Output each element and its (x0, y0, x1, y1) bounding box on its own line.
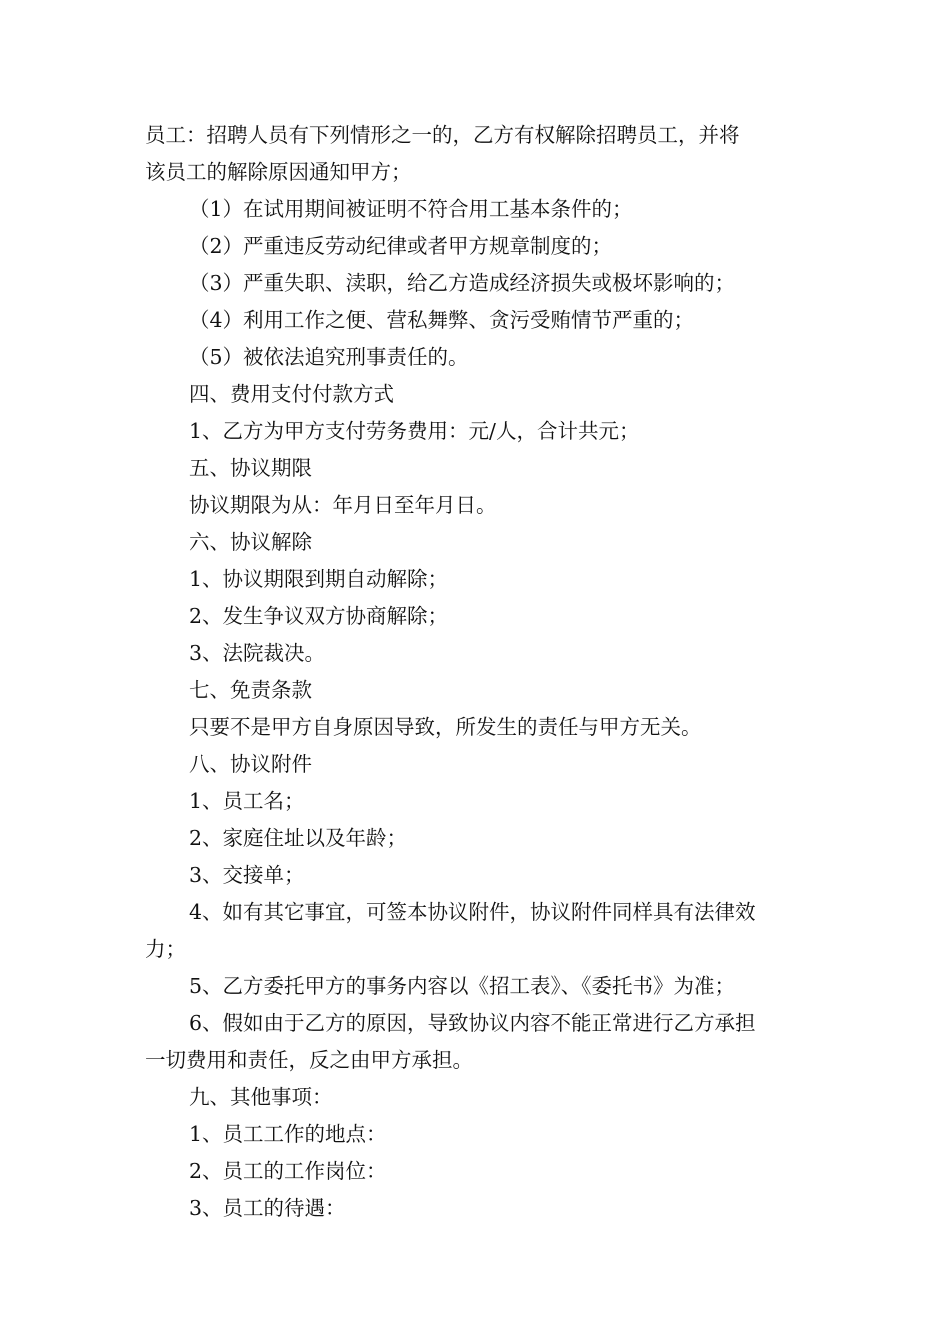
document-line: 4、如有其它事宜，可签本协议附件，协议附件同样具有法律效 (189, 900, 756, 924)
document-line: （5）被依法追究刑事责任的。 (189, 345, 469, 369)
document-line: 八、协议附件 (189, 752, 312, 776)
document-line: 只要不是甲方自身原因导致，所发生的责任与甲方无关。 (189, 715, 702, 739)
document-line: 力； (145, 937, 186, 961)
document-line: 七、免责条款 (189, 678, 312, 702)
document-line: 员工：招聘人员有下列情形之一的，乙方有权解除招聘员工，并将 (145, 123, 740, 147)
document-line: 6、假如由于乙方的原因，导致协议内容不能正常进行乙方承担 (189, 1011, 756, 1035)
document-line: 协议期限为从：年月日至年月日。 (189, 493, 497, 517)
document-line: 3、法院裁决。 (189, 641, 326, 665)
document-line: 四、费用支付付款方式 (189, 382, 394, 406)
document-line: 九、其他事项： (189, 1085, 333, 1109)
document-line: （1）在试用期间被证明不符合用工基本条件的； (189, 197, 633, 221)
document-line: 六、协议解除 (189, 530, 312, 554)
document-line: 1、乙方为甲方支付劳务费用：元/人，合计共元； (189, 419, 640, 443)
document-line: 5、乙方委托甲方的事务内容以《招工表》、《委托书》为准； (189, 974, 736, 998)
document-line: （2）严重违反劳动纪律或者甲方规章制度的； (189, 234, 613, 258)
document-line: 一切费用和责任，反之由甲方承担。 (145, 1048, 473, 1072)
document-line: 2、发生争议双方协商解除； (189, 604, 449, 628)
document-body (145, 117, 810, 1227)
document-line: 1、协议期限到期自动解除； (189, 567, 449, 591)
document-line: 2、家庭住址以及年龄； (189, 826, 408, 850)
document-line: 3、员工的待遇： (189, 1196, 346, 1220)
document-line: 1、员工工作的地点： (189, 1122, 387, 1146)
document-line: 3、交接单； (189, 863, 305, 887)
document-line: 该员工的解除原因通知甲方； (145, 160, 412, 184)
document-line: （3）严重失职、渎职，给乙方造成经济损失或极坏影响的； (189, 271, 736, 295)
document-line: 2、员工的工作岗位： (189, 1159, 387, 1183)
document-line: 1、员工名； (189, 789, 305, 813)
document-line: （4）利用工作之便、营私舞弊、贪污受贿情节严重的； (189, 308, 695, 332)
document-line: 五、协议期限 (189, 456, 312, 480)
